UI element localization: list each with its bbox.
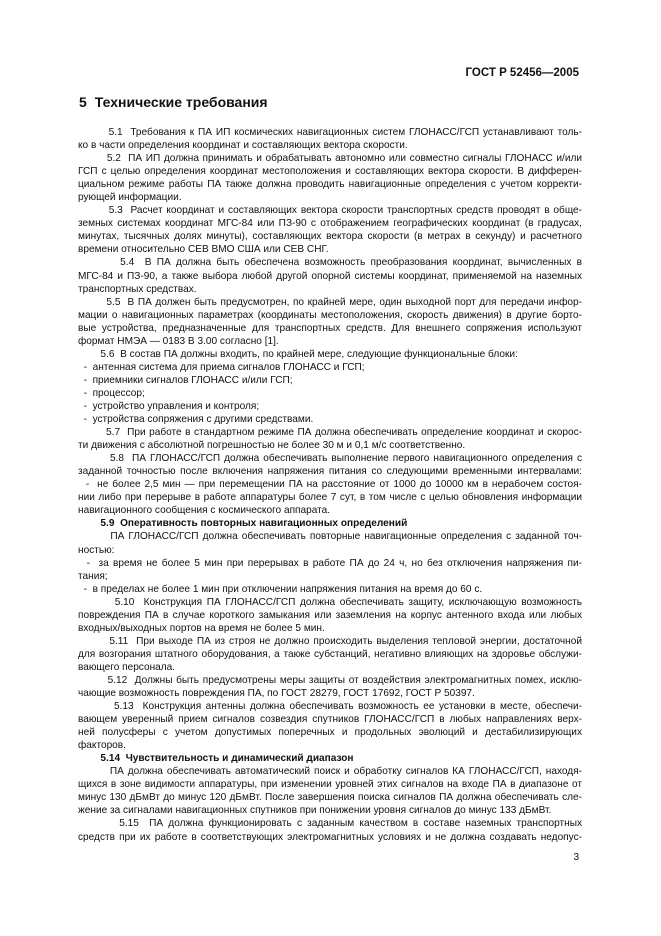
text-line: - процессор; xyxy=(78,387,145,399)
text-line: транспортных средствах. xyxy=(78,283,197,295)
text-line: времени относительно СЕВ ВМО США или СЕВ СНГ. xyxy=(78,244,329,256)
text-line: ти движения с абсолютной погрешностью не более 30 м и 0,1 м/с соответственно. xyxy=(78,440,466,452)
text-line: ГСП с целью определения координат местоположения и составляющих вектора скорости. В дифферен- xyxy=(78,166,582,178)
text-line: 5.12 Должны быть предусмотрены меры защиты от воздействия электромагнитных помех, исклю- xyxy=(78,674,582,686)
text-line: - не более 2,5 мин — при перемещении ПА на расстояние от 1000 до 10000 км в нерабочем состоя- xyxy=(78,479,582,491)
text-line: тания; xyxy=(78,570,108,582)
text-line: земных системах координат МГС-84 или ПЗ-90 с отображением географических координат (в градусах, xyxy=(78,218,582,230)
text-line: 5.11 При выходе ПА из строя не должно происходить выделения тепловой энергии, достаточной xyxy=(78,635,582,647)
document-body xyxy=(78,126,582,844)
text-line: - приемники сигналов ГЛОНАСС и/или ГСП; xyxy=(78,374,293,386)
text-line: 5.5 В ПА должен быть предусмотрен, по крайней мере, один выходной порт для передачи инфор- xyxy=(78,296,582,308)
text-line: 5.15 ПА должна функционировать с заданным качеством в составе наземных транспортных xyxy=(78,818,582,830)
text-line: 5.8 ПА ГЛОНАСС/ГСП должна обеспечивать выполнение первого навигационного определения с xyxy=(78,453,582,465)
text-line: 5.1 Требования к ПА ИП космических навигационных систем ГЛОНАСС/ГСП устанавливают толь- xyxy=(78,127,582,138)
text-line: чающие возможность повреждения ПА, по ГОСТ 28279, ГОСТ 17692, ГОСТ Р 50397. xyxy=(78,688,475,700)
text-line: МГС-84 и ПЗ-90, а также выбора любой другой опорной системы координат, применяемой на наземных xyxy=(78,270,582,282)
text-line: - в пределах не более 1 мин при отключении напряжения питания на время до 60 с. xyxy=(78,583,483,595)
text-line: формат НМЭА — 0183 В 3.00 согласно [1]. xyxy=(78,335,279,347)
text-line: рующей информации. xyxy=(78,192,182,204)
text-line: ПА ГЛОНАСС/ГСП должна обеспечивать повторные навигационные определения с заданной точ- xyxy=(78,531,582,543)
text-line: 5.10 Конструкция ПА ГЛОНАСС/ГСП должна обеспечивать защиту, исключающую возможность xyxy=(78,596,582,608)
text-line: мации о навигационных параметрах (координаты местоположения, скорость движения) в другие борто- xyxy=(78,309,582,321)
page-number: 3 xyxy=(573,852,579,863)
text-line: факторов. xyxy=(78,740,126,752)
text-line: повреждения ПА в случае короткого замыкания или заземления на корпус антенного входа или любых xyxy=(78,609,582,621)
text-line: ко в части определения координат и составляющих вектора скорости. xyxy=(78,140,408,152)
text-line: навигационного сообщения с космического аппарата. xyxy=(78,505,331,517)
text-line: 5.3 Расчет координат и составляющих вектора скорости транспортных средств проводят в обще- xyxy=(78,205,582,217)
text-line: вающем уверенный прием сигналов созвездия спутников ГЛОНАСС/ГСП в любых направлениях верх- xyxy=(78,714,582,726)
text-line: нии либо при перерыве в работе аппаратуры более 7 сут, в том числе с целью обновления информации xyxy=(78,492,582,504)
text-line: циальном режиме работы ПА также должна проводить навигационные определения с учетом корректи- xyxy=(78,179,582,191)
text-line: заданной точностью после включения напряжения питания со следующими временными интервалами: xyxy=(78,466,582,478)
text-line: 5.13 Конструкция антенны должна обеспечивать возможность ее установки в месте, обеспечи- xyxy=(78,701,582,713)
text-line: 5.2 ПА ИП должна принимать и обрабатывать автономно или совместно сигналы ГЛОНАСС и/или xyxy=(78,153,582,165)
section-heading xyxy=(79,94,268,110)
section-title: Технические требования xyxy=(94,94,268,110)
text-line: 5.4 В ПА должна быть обеспечена возможность преобразования координат, вычисленных в xyxy=(78,257,582,269)
text-line: средств при их работе в соответствующих электромагнитных условиях и не должна создавать недопус- xyxy=(78,831,582,843)
text-line: 5.6 В состав ПА должны входить, по крайней мере, следующие функциональные блоки: xyxy=(78,348,518,360)
text-line: жение за сигналами навигационных спутников при понижении уровня сигналов до минус 133 дБмВт. xyxy=(78,805,552,817)
text-line: ностью: xyxy=(78,544,115,556)
text-line: вые устройства, предназначенные для транспортных средств. Для внешнего сопряжения используют xyxy=(78,322,582,334)
text-line: ней полусферы с учетом допустимых поперечных и продольных эволюций и дестабилизирующих xyxy=(78,727,582,739)
text-line: - устройство управления и контроля; xyxy=(78,400,260,412)
document-header: ГОСТ Р 52456—2005 xyxy=(465,67,579,79)
text-line: вающего персонала. xyxy=(78,661,176,673)
text-line: минус 130 дБмВт до минус 120 дБмВт. После завершения поиска сигналов ПА должна обеспечивать сле- xyxy=(78,792,582,804)
text-line: - антенная система для приема сигналов ГЛОНАСС и ГСП; xyxy=(78,361,365,373)
text-line: для возгорания штатного оборудования, а также субстанций, негативно влияющих на здоровье обслужи- xyxy=(78,648,582,660)
text-line: минутах, тысячных долях минуты), составляющих вектора скорости (в метрах в секунду) и расчетного xyxy=(78,231,582,243)
text-line: щихся в зоне видимости аппаратуры, при изменении уровней этих сигналов на входе ПА в диапазоне от xyxy=(78,779,582,791)
text-line: входных/выходных портов на время не более 5 мин. xyxy=(78,622,325,634)
section-number: 5 xyxy=(79,94,87,110)
text-line: 5.7 При работе в стандартном режиме ПА должна обеспечивать определение координат и скорос- xyxy=(78,427,582,439)
text-line: 5.14 Чувствительность и динамический диапазон xyxy=(78,753,354,765)
text-line: - за время не более 5 мин при перерывах в работе ПА до 24 ч, но без отключения напряжения пи- xyxy=(78,557,582,569)
text-line: - устройства сопряжения с другими средствами. xyxy=(78,414,314,426)
text-line: 5.9 Оперативность повторных навигационных определений xyxy=(78,518,408,530)
text-line: ПА должна обеспечивать автоматический поиск и обработку сигналов КА ГЛОНАСС/ГСП, находя- xyxy=(78,766,582,778)
